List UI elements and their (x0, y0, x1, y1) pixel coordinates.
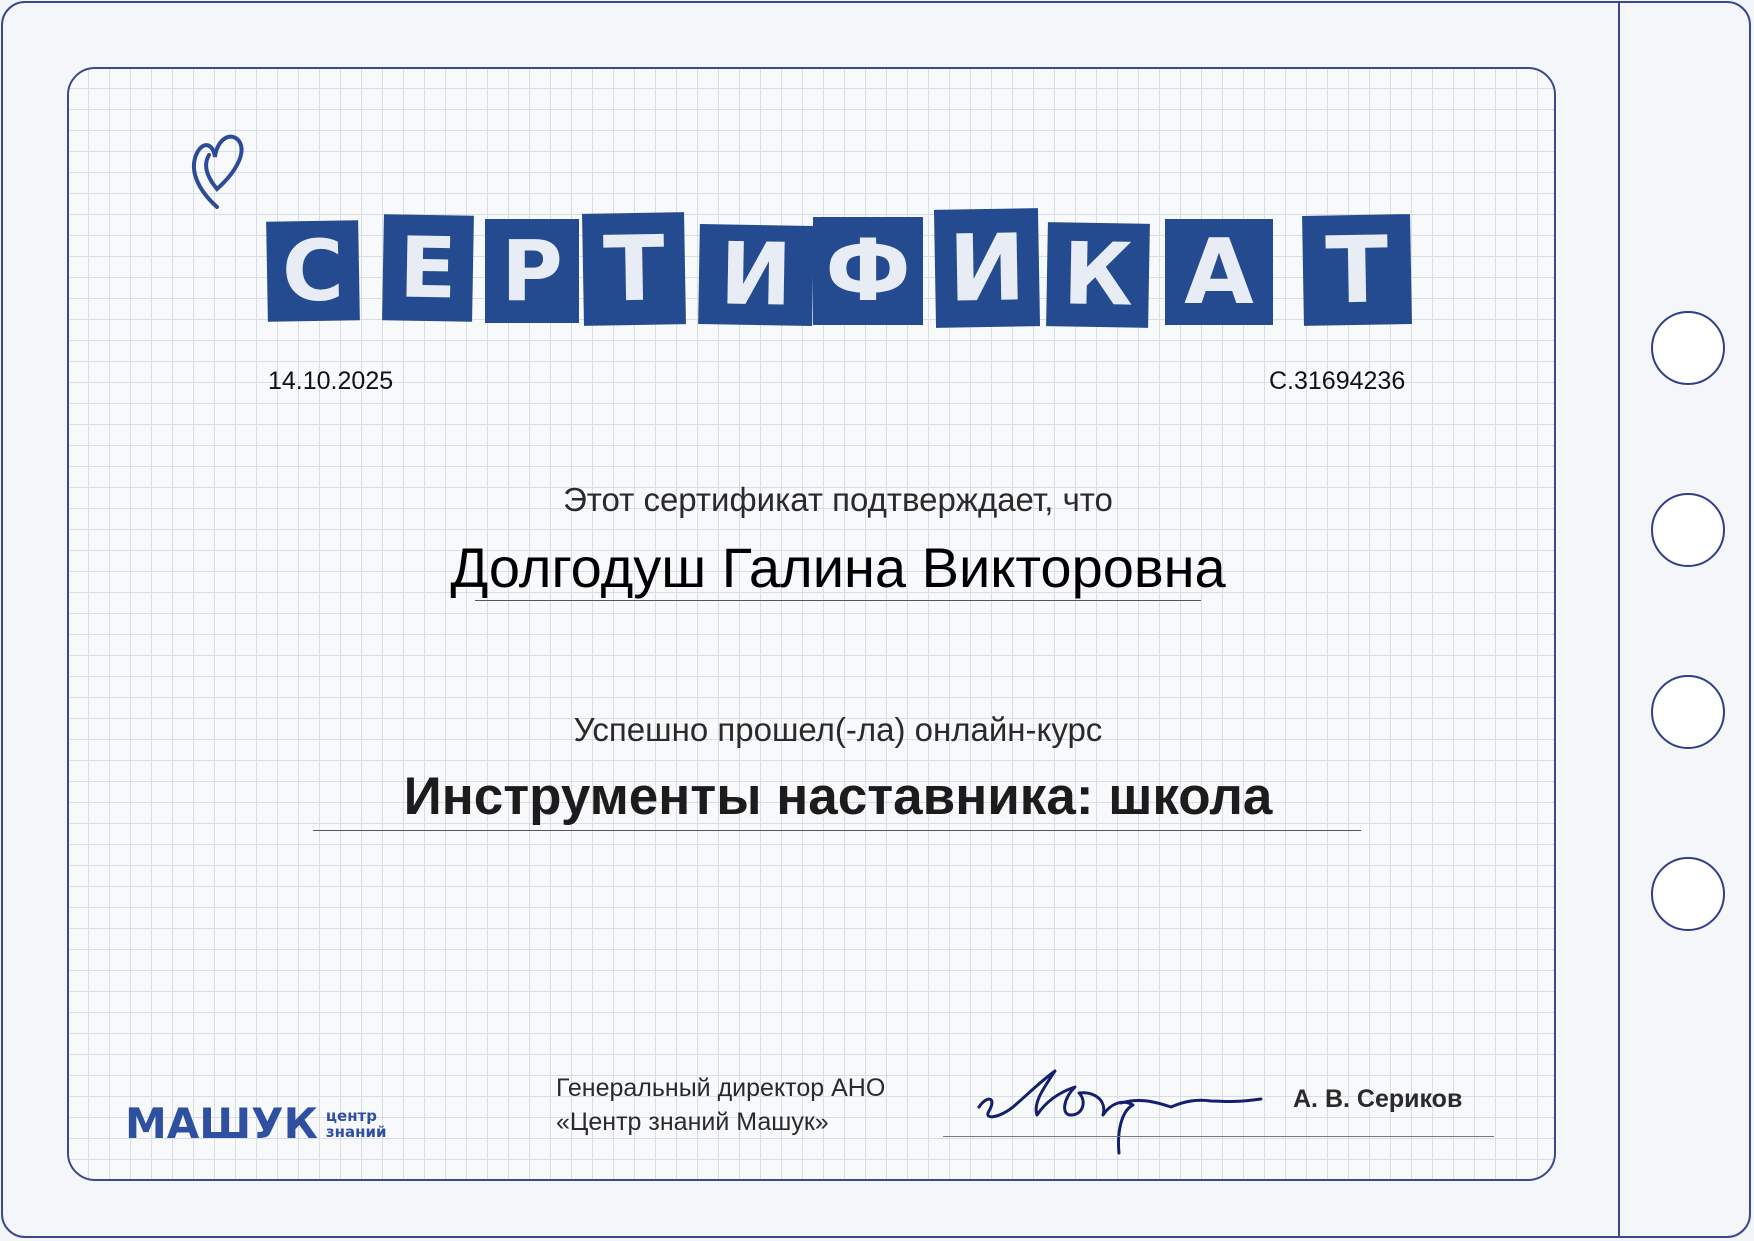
director-title-line2: «Центр знаний Машук» (556, 1108, 829, 1136)
confirmation-text: Этот сертификат подтверждает, что (563, 481, 1113, 518)
name-underline (475, 600, 1201, 601)
certificate-title (267, 209, 1412, 337)
title-letter: Т (582, 212, 686, 326)
heart-icon (187, 129, 247, 211)
logo-subtitle (326, 1108, 387, 1140)
logo-subtitle-line2: знаний (325, 1122, 387, 1141)
certificate-number: С.31694236 (1269, 367, 1406, 395)
binder-hole (1651, 311, 1725, 385)
title-letter: К (1046, 222, 1150, 328)
signer-name: А. В. Сериков (1293, 1085, 1463, 1113)
title-letter: И (698, 224, 814, 326)
issue-date: 14.10.2025 (268, 367, 394, 395)
course-name: Инструменты наставника: школа (403, 767, 1273, 826)
title-letter: Т (1302, 214, 1412, 326)
certificate-sheet (1, 1, 1751, 1238)
signature (971, 1041, 1271, 1159)
title-letter: Е (382, 214, 474, 322)
director-title (556, 1071, 885, 1139)
title-letter: Ф (813, 217, 923, 325)
title-letter: И (934, 208, 1040, 328)
recipient-name: Долгодуш Галина Викторовна (450, 536, 1226, 599)
logo-subtitle-line1: центр (325, 1106, 377, 1125)
company-logo (125, 1099, 387, 1148)
binder-hole (1651, 857, 1725, 931)
logo-main-text: МАШУК (125, 1099, 318, 1148)
title-letter: Р (485, 219, 579, 323)
perforation-line (1618, 3, 1620, 1236)
course-passed-text: Успешно прошел(-ла) онлайн-курс (573, 711, 1103, 748)
course-underline (313, 830, 1361, 831)
director-title-line1: Генеральный директор АНО (556, 1074, 886, 1102)
signature-line (943, 1136, 1494, 1137)
title-letter: С (266, 220, 360, 322)
title-letter: А (1165, 219, 1273, 325)
